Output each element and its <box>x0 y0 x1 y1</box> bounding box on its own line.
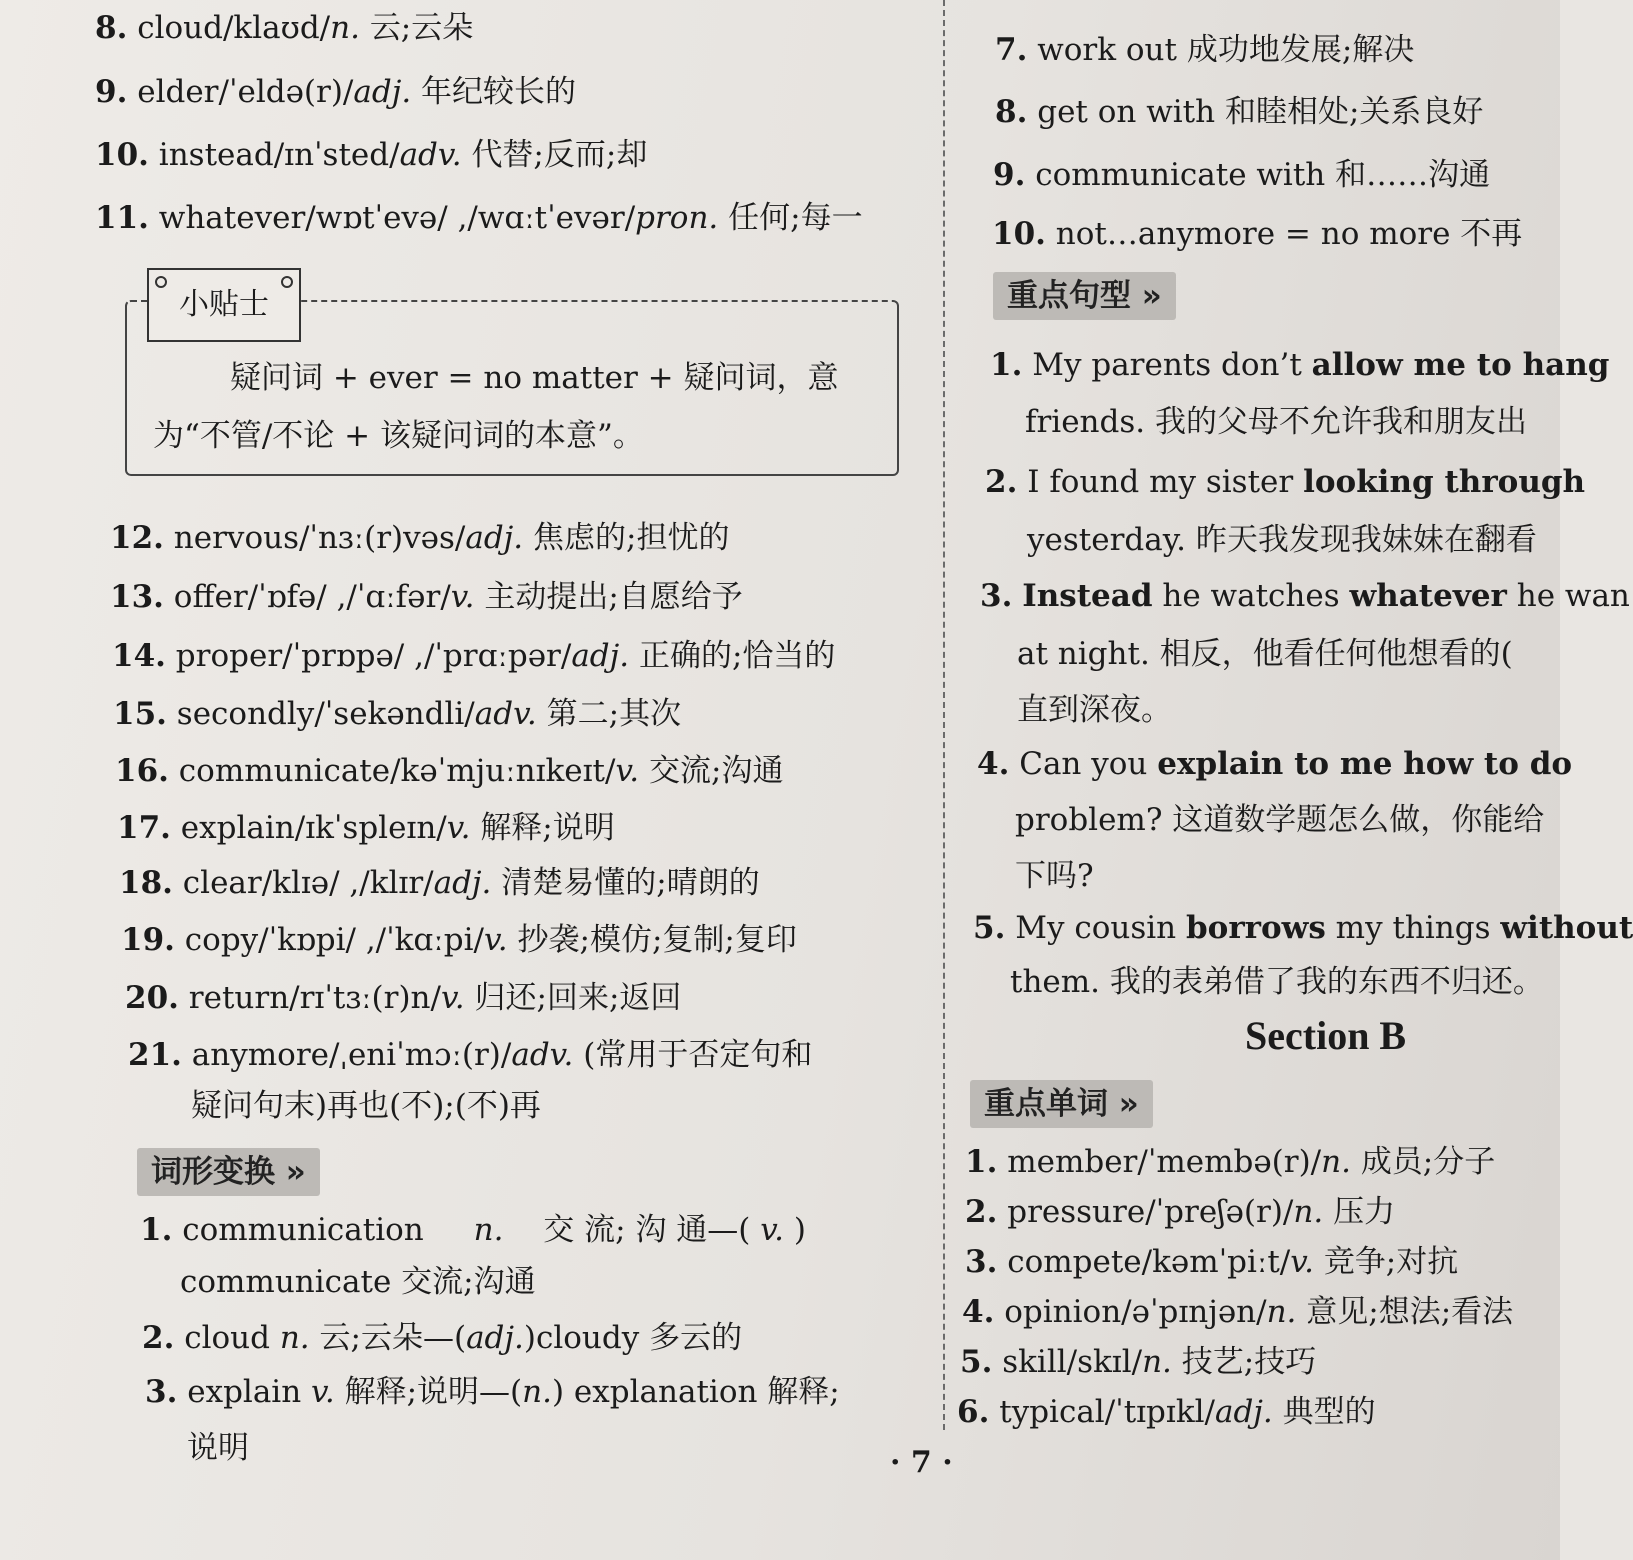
item-number: 17. <box>117 810 171 846</box>
sentence-keyword: allow me to hang <box>1311 347 1610 383</box>
sentence-continuation: friends. 我的父母不允许我和朋友出 <box>1025 404 1527 440</box>
sentence-item <box>980 576 1630 616</box>
vocab-item <box>965 1192 1395 1232</box>
meaning: 解释;说明 <box>480 810 615 846</box>
item-number: 13. <box>110 579 164 615</box>
item-number: 4. <box>977 746 1010 782</box>
vocab-continuation: 疑问句末)再也(不);(不)再 <box>191 1088 541 1124</box>
part-of-speech: adv. <box>399 137 462 173</box>
meaning: 成员;分子 <box>1360 1144 1496 1180</box>
part-of-speech: n. <box>1266 1294 1297 1330</box>
word-phonetic: elder/ˈeldə(r)/ <box>137 74 354 110</box>
item-number: 19. <box>121 922 175 958</box>
sentence-keyword: whatever <box>1349 578 1507 614</box>
item-number: 5. <box>960 1344 993 1380</box>
sentence-text: My parents don’t <box>1032 347 1312 383</box>
vocab-item <box>95 135 647 175</box>
sentence-continuation: 下吗? <box>1015 858 1094 894</box>
part-of-speech: v. <box>615 753 640 789</box>
vocab-item <box>121 920 797 960</box>
part-of-speech: n. <box>522 1374 552 1410</box>
vocab-item <box>957 1392 1376 1432</box>
word-phonetic: member/ˈmembə(r)/ <box>1007 1144 1322 1180</box>
item-number: 18. <box>119 865 173 901</box>
heading-key-words: 重点单词 » <box>970 1080 1153 1128</box>
item-number: 20. <box>125 980 179 1016</box>
heading-key-sentences: 重点句型 » <box>993 272 1176 320</box>
part-of-speech: pron. <box>635 200 719 236</box>
item-number: 11. <box>95 200 149 236</box>
part-of-speech: adj. <box>1214 1394 1273 1430</box>
vocab-item <box>115 751 783 791</box>
meaning: 交流;沟通 <box>649 753 784 789</box>
item-number: 12. <box>110 520 164 556</box>
section-title: Section B <box>1245 1013 1407 1058</box>
meaning: 抄袭;模仿;复制;复印 <box>517 922 797 958</box>
word: cloud <box>184 1320 270 1356</box>
vocab-item <box>112 636 835 676</box>
part-of-speech: adj. <box>571 638 630 674</box>
sentence-continuation: them. 我的表弟借了我的东西不归还。 <box>1010 964 1544 1000</box>
part-of-speech: adj. <box>465 520 524 556</box>
sentence-item <box>990 345 1609 385</box>
meaning: 解释;说明—( <box>344 1374 523 1410</box>
item-number: 2. <box>142 1320 175 1356</box>
part-of-speech: n. <box>473 1212 504 1248</box>
item-number: 10. <box>95 137 149 173</box>
item-number: 1. <box>965 1144 998 1180</box>
tip-label: 小贴士 <box>147 268 301 342</box>
vocab-item <box>95 198 863 238</box>
part-of-speech: adj. <box>353 74 412 110</box>
word-phonetic: communicate/kəˈmjuːnɪkeɪt/ <box>178 753 616 789</box>
meaning: 云;云朵 <box>369 10 474 46</box>
vocab-item <box>128 1035 812 1075</box>
vocab-item <box>962 1292 1513 1332</box>
word-phonetic: skill/skɪl/ <box>1002 1344 1143 1380</box>
sentence-text: My cousin <box>1015 910 1186 946</box>
sentence-keyword: explain to me how to do <box>1157 746 1573 782</box>
word-phonetic: copy/ˈkɒpi/ ,/ˈkɑːpi/ <box>184 922 484 958</box>
part-of-speech: v. <box>760 1212 784 1248</box>
sentence-keyword: without <box>1500 910 1633 946</box>
vocab-item <box>110 577 743 617</box>
meaning: 主动提出;自愿给予 <box>484 579 743 615</box>
vocab-item <box>110 518 729 558</box>
word-form-item <box>140 1210 806 1250</box>
part-of-speech: n. <box>1293 1194 1324 1230</box>
item-number: 8. <box>95 10 128 46</box>
word-phonetic: explain/ɪkˈspleɪn/ <box>180 810 447 846</box>
meaning: 云;云朵—( <box>319 1320 467 1356</box>
item-number: 2. <box>965 1194 998 1230</box>
part-of-speech: adj. <box>466 1320 524 1356</box>
meaning: 焦虑的;担忧的 <box>533 520 730 556</box>
word-phonetic: cloud/klaʊd/ <box>137 10 331 46</box>
item-number: 4. <box>962 1294 995 1330</box>
sentence-keyword: looking through <box>1303 464 1586 500</box>
item-number: 16. <box>115 753 169 789</box>
part-of-speech: adv. <box>474 696 537 732</box>
meaning: 代替;反而;却 <box>471 137 648 173</box>
meaning: 年纪较长的 <box>421 74 577 110</box>
related-word: ) explanation 解释; <box>551 1374 840 1410</box>
related-word: )cloudy 多云的 <box>523 1320 743 1356</box>
word: explain <box>187 1374 302 1410</box>
sentence-keyword: borrows <box>1185 910 1326 946</box>
item-number: 5. <box>973 910 1006 946</box>
phrase-item <box>993 155 1490 195</box>
sentence-continuation: yesterday. 昨天我发现我妹妹在翻看 <box>1027 522 1537 558</box>
part-of-speech: n. <box>330 10 360 46</box>
part-of-speech: n. <box>1321 1144 1351 1180</box>
column-divider <box>943 0 945 1430</box>
vocab-item <box>965 1242 1458 1282</box>
sentence-text: I found my sister <box>1027 464 1304 500</box>
item-number: 9. <box>95 74 128 110</box>
item-number: 3. <box>980 578 1013 614</box>
part-of-speech: n. <box>1142 1344 1172 1380</box>
word-phonetic: anymore/ˌeniˈmɔː(r)/ <box>191 1037 512 1073</box>
item-number: 21. <box>128 1037 182 1073</box>
item-number: 8. <box>995 94 1028 130</box>
item-number: 2. <box>985 464 1018 500</box>
vocab-item <box>125 978 681 1018</box>
item-number: 10. <box>992 216 1046 252</box>
word-phonetic: nervous/ˈnɜː(r)vəs/ <box>173 520 466 556</box>
part-of-speech: v. <box>311 1374 335 1410</box>
sentence-continuation: 直到深夜。 <box>1017 692 1172 728</box>
vocab-item <box>95 72 576 112</box>
sentence-text: Can you <box>1019 746 1158 782</box>
vocab-item <box>117 808 615 848</box>
phrase: work out 成功地发展;解决 <box>1037 32 1415 68</box>
meaning: 正确的;恰当的 <box>638 638 836 674</box>
meaning: 技艺;技巧 <box>1181 1344 1317 1380</box>
item-number: 1. <box>140 1212 173 1248</box>
meaning: 归还;回来;返回 <box>474 980 682 1016</box>
tip-text-line-1: 疑问词 + ever = no matter + 疑问词，意 <box>230 360 839 396</box>
word-phonetic: compete/kəmˈpiːt/ <box>1007 1244 1291 1280</box>
item-number: 3. <box>145 1374 178 1410</box>
phrase: communicate with 和……沟通 <box>1035 157 1491 193</box>
word-phonetic: clear/klɪə/ ,/klɪr/ <box>182 865 434 901</box>
sentence-text: he wan <box>1506 578 1630 614</box>
word-phonetic: return/rɪˈtɜː(r)n/ <box>188 980 441 1016</box>
item-number: 14. <box>112 638 166 674</box>
meaning: 意见;想法;看法 <box>1306 1294 1514 1330</box>
word-phonetic: typical/ˈtɪpɪkl/ <box>999 1394 1215 1430</box>
bracket: ) <box>793 1212 806 1248</box>
phrase-item <box>995 30 1414 70</box>
sentence-keyword: Instead <box>1022 578 1153 614</box>
word-form-continuation: communicate 交流;沟通 <box>180 1264 536 1300</box>
word: communication <box>182 1212 424 1248</box>
tip-text-line-2: 为“不管/不论 + 该疑问词的本意”。 <box>153 418 644 454</box>
item-number: 3. <box>965 1244 998 1280</box>
part-of-speech: n. <box>279 1320 310 1356</box>
part-of-speech: adv. <box>511 1037 574 1073</box>
heading-word-forms: 词形变换 » <box>137 1148 320 1196</box>
word-phonetic: whatever/wɒtˈevə/ ,/wɑːtˈevər/ <box>158 200 636 236</box>
word-phonetic: proper/ˈprɒpə/ ,/ˈprɑːpər/ <box>175 638 572 674</box>
meaning: 清楚易懂的;晴朗的 <box>501 865 760 901</box>
word-phonetic: opinion/əˈpɪnjən/ <box>1004 1294 1267 1330</box>
part-of-speech: v. <box>446 810 471 846</box>
sentence-item <box>985 462 1585 502</box>
sentence-text: he watches <box>1152 578 1350 614</box>
word-phonetic: pressure/ˈpreʃə(r)/ <box>1007 1194 1294 1230</box>
meaning: 任何;每一 <box>728 200 863 236</box>
item-number: 9. <box>993 157 1026 193</box>
word-form-item <box>145 1372 840 1412</box>
item-number: 6. <box>957 1394 990 1430</box>
phrase-item <box>992 214 1522 254</box>
vocab-item <box>960 1342 1316 1382</box>
word-form-item <box>142 1318 742 1358</box>
sentence-continuation: problem? 这道数学题怎么做，你能给 <box>1015 802 1545 838</box>
vocab-item <box>965 1142 1495 1182</box>
word-phonetic: instead/ɪnˈsted/ <box>158 137 400 173</box>
part-of-speech: v. <box>483 922 508 958</box>
part-of-speech: v. <box>1290 1244 1314 1280</box>
item-number: 7. <box>995 32 1028 68</box>
meaning: 典型的 <box>1282 1394 1376 1430</box>
part-of-speech: v. <box>450 579 475 615</box>
sentence-item <box>977 744 1572 784</box>
sentence-text: my things <box>1325 910 1501 946</box>
item-number: 15. <box>113 696 167 732</box>
meaning: 竞争;对抗 <box>1323 1244 1459 1280</box>
part-of-speech: adj. <box>433 865 492 901</box>
phrase: get on with 和睦相处;关系良好 <box>1037 94 1484 130</box>
sentence-continuation: at night. 相反，他看任何他想看的( <box>1017 636 1513 672</box>
vocab-item <box>119 863 760 903</box>
vocab-item <box>95 8 473 48</box>
meaning: 交 流; 沟 通—( <box>543 1212 751 1248</box>
meaning: (常用于否定句和 <box>583 1037 813 1073</box>
page-number: · 7 · <box>890 1445 953 1480</box>
phrase: not…anymore = no more 不再 <box>1055 216 1523 252</box>
meaning: 第二;其次 <box>546 696 682 732</box>
item-number: 1. <box>990 347 1023 383</box>
vocab-item <box>113 694 681 734</box>
word-form-continuation: 说明 <box>187 1430 249 1466</box>
meaning: 压力 <box>1333 1194 1396 1230</box>
word-phonetic: offer/ˈɒfə/ ,/ˈɑːfər/ <box>173 579 451 615</box>
sentence-item <box>973 908 1633 948</box>
phrase-item <box>995 92 1483 132</box>
part-of-speech: v. <box>440 980 465 1016</box>
word-phonetic: secondly/ˈsekəndli/ <box>176 696 475 732</box>
